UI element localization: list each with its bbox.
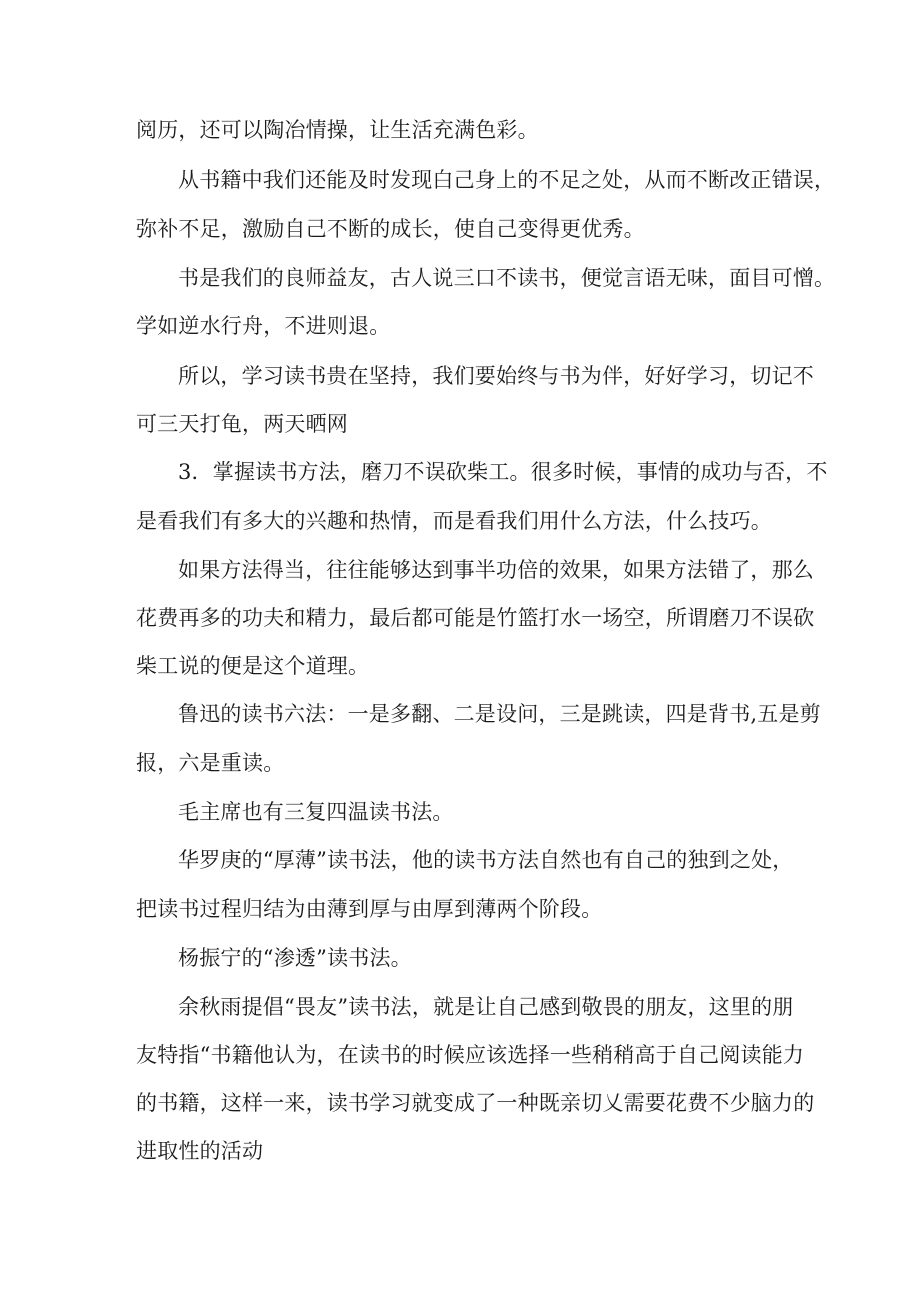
text-line: 的书籍，这样一来，读书学习就变成了一种既亲切乂需要花费不少脑力的: [136, 1091, 815, 1115]
text-line: 华罗庚的“厚薄”读书法，他的读书方法自然也有自己的独到之处，: [178, 848, 794, 872]
text-line: 是看我们有多大的兴趣和热情，而是看我们用什么方法，什么技巧。: [136, 509, 772, 533]
text-line: 杨振宁的“渗透”读书法。: [178, 946, 412, 970]
text-line: 柴工说的便是这个道理。: [136, 654, 370, 678]
text-line: 3．掌握读书方法，磨刀不误砍柴工。很多时候，事情的成功与否，不: [178, 460, 828, 484]
text-line: 花费再多的功夫和精力，最后都可能是竹篮打水一场空，所谓磨刀不误砍: [136, 606, 815, 630]
text-line: 可三天打龟，两天晒网: [136, 412, 348, 436]
text-line: 毛主席也有三复四温读书法。: [178, 800, 454, 824]
text-line: 阅历，还可以陶冶情操，让生活充满色彩。: [136, 118, 539, 142]
text-line: 进取性的活动: [136, 1139, 264, 1163]
text-line: 如果方法得当，往往能够达到事半功倍的效果，如果方法错了，那么: [178, 558, 814, 582]
text-line: 鲁迅的读书六法：一是多翻、二是设问，三是跳读，四是背书,五是剪: [178, 702, 821, 726]
text-line: 弥补不足，激励自己不断的成长，使自己变得更优秀。: [136, 217, 645, 241]
text-line: 报，六是重读。: [136, 751, 285, 775]
text-line: 把读书过程归结为由薄到厚与由厚到薄两个阶段。: [136, 897, 603, 921]
text-line: 友特指“书籍他认为，在读书的时候应该选择一些稍稍高于自己阅读能力: [136, 1043, 805, 1067]
text-line: 所以，学习读书贵在坚持，我们要始终与书为伴，好好学习，切记不: [178, 364, 814, 388]
text-line: 学如逆水行舟，不进则退。: [136, 314, 391, 338]
text-line: 余秋雨提倡“畏友”读书法，就是让自己感到敬畏的朋友，这里的朋: [178, 995, 794, 1019]
text-line: 从书籍中我们还能及时发现白己身上的不足之处，从而不断改正错误，: [178, 168, 836, 192]
text-line: 书是我们的良师益友，古人说三口不读书，便觉言语无味，面目可憎。: [178, 266, 836, 290]
